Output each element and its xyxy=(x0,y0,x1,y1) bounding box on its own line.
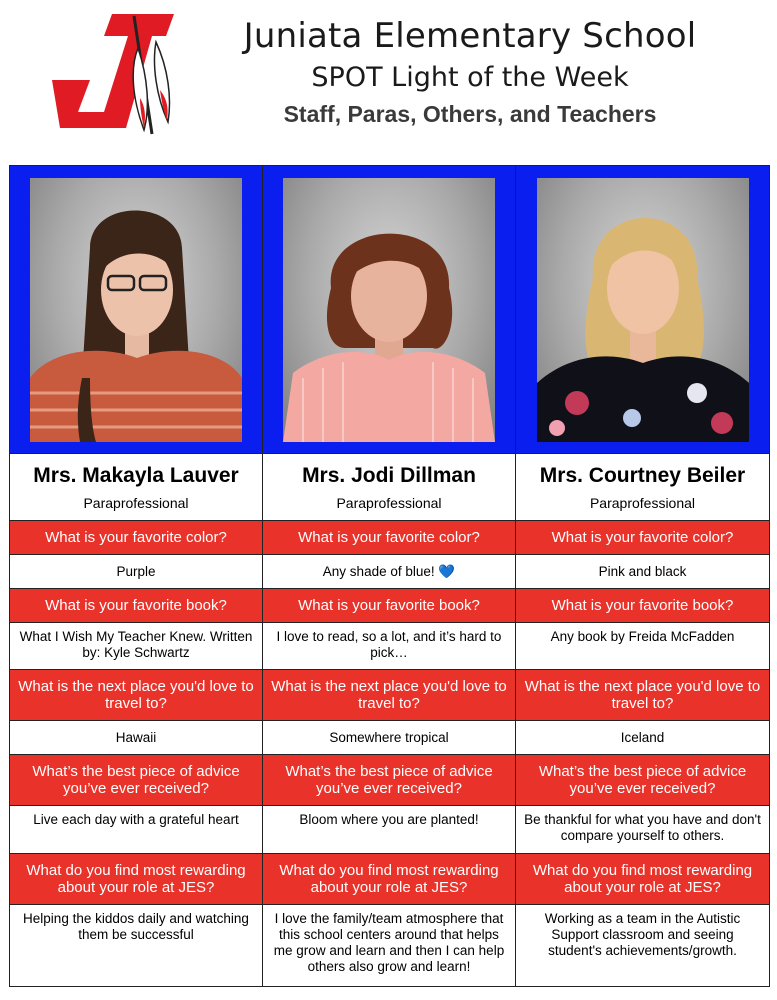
question-cell: What’s the best piece of advice you’ve ever received? xyxy=(262,754,516,806)
question-cell: What is the next place you'd love to travel to? xyxy=(262,669,516,721)
question-cell: What’s the best piece of advice you’ve ever received? xyxy=(515,754,770,806)
answer-cell: What I Wish My Teacher Knew. Written by: Kyle Schwartz xyxy=(9,622,263,670)
question-cell: What do you find most rewarding about your role at JES? xyxy=(515,853,770,905)
staff-name: Mrs. Makayla Lauver xyxy=(33,464,239,487)
photo-cell xyxy=(262,165,516,454)
answer-cell: Pink and black xyxy=(515,554,770,589)
staff-photo xyxy=(30,178,242,442)
question-cell: What is your favorite color? xyxy=(515,520,770,555)
question-cell: What is the next place you'd love to travel to? xyxy=(9,669,263,721)
answer-cell: Purple xyxy=(9,554,263,589)
spotlight-subtitle: SPOT Light of the Week xyxy=(311,62,629,93)
staff-name: Mrs. Jodi Dillman xyxy=(302,464,476,487)
staff-photo xyxy=(537,178,749,442)
answer-cell: I love the family/team atmosphere that this school centers around that helps me grow and learn and then I can help others also grow and learn! xyxy=(262,904,516,987)
answer-cell: Helping the kiddos daily and watching them be successful xyxy=(9,904,263,987)
answer-cell: Live each day with a grateful heart xyxy=(9,805,263,854)
question-cell: What’s the best piece of advice you’ve ever received? xyxy=(9,754,263,806)
question-cell: What is your favorite color? xyxy=(9,520,263,555)
answer-cell: Hawaii xyxy=(9,720,263,755)
staff-photo xyxy=(283,178,495,442)
question-cell: What is your favorite book? xyxy=(262,588,516,623)
staff-role: Paraprofessional xyxy=(589,495,696,511)
question-cell: What do you find most rewarding about your role at JES? xyxy=(262,853,516,905)
answer-cell: Any book by Freida McFadden xyxy=(515,622,770,670)
answer-cell: Any shade of blue! 💙 xyxy=(262,554,516,589)
answer-cell: Iceland xyxy=(515,720,770,755)
question-cell: What do you find most rewarding about your role at JES? xyxy=(9,853,263,905)
staff-subtitle: Staff, Paras, Others, and Teachers xyxy=(283,101,657,127)
photo-cell xyxy=(515,165,770,454)
answer-cell: I love to read, so a lot, and it’s hard to pick… xyxy=(262,622,516,670)
staff-name: Mrs. Courtney Beiler xyxy=(539,464,746,487)
question-cell: What is your favorite book? xyxy=(9,588,263,623)
staff-name-cell xyxy=(9,453,263,521)
question-cell: What is your favorite book? xyxy=(515,588,770,623)
answer-cell: Be thankful for what you have and don't compare yourself to others. xyxy=(515,805,770,854)
answer-cell: Somewhere tropical xyxy=(262,720,516,755)
staff-role: Paraprofessional xyxy=(336,495,442,511)
spotlight-table xyxy=(9,165,769,990)
question-cell: What is your favorite color? xyxy=(262,520,516,555)
answer-cell: Working as a team in the Autistic Support classroom and seeing student's achievements/growth. xyxy=(515,904,770,987)
staff-name-cell xyxy=(262,453,516,521)
school-title: Juniata Elementary School xyxy=(243,16,697,56)
header xyxy=(0,0,777,160)
staff-name-cell xyxy=(515,453,770,521)
juniata-logo-icon xyxy=(52,8,192,140)
staff-role: Paraprofessional xyxy=(83,495,189,511)
answer-cell: Bloom where you are planted! xyxy=(262,805,516,854)
photo-cell xyxy=(9,165,263,454)
question-cell: What is the next place you'd love to travel to? xyxy=(515,669,770,721)
